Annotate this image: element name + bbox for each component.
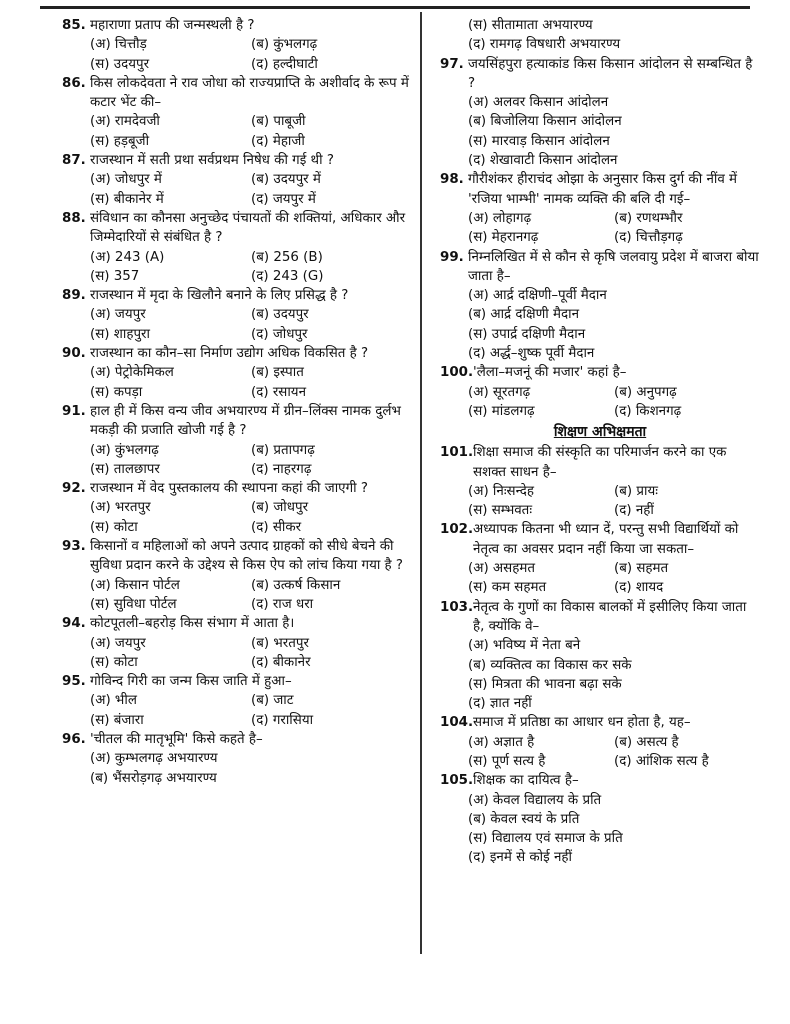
option: (द) 243 (G) [251,268,324,284]
option-row [62,518,412,537]
option: (अ) भरतपुर [90,500,151,516]
question-line [62,614,412,633]
option: (स) शाहपुरा [90,326,150,342]
left-column [62,16,412,788]
option: (ब) उदयपुर [251,307,309,323]
option-row [62,132,412,151]
question-block [62,344,412,402]
option-row [62,576,412,595]
question-text: राजस्थान में वेद पुस्तकालय की स्थापना कहां की जाएगी ? [90,481,368,497]
option: (अ) कुंभलगढ़ [90,442,159,458]
question-line [62,209,412,248]
option: (द) जोधपुर [251,326,308,342]
option-row [62,441,412,460]
option-row [440,578,760,597]
question-text: 'लैला–मजनूं की मजार' कहां है– [473,365,627,381]
question-line [62,74,412,113]
option: (अ) असहमत [468,561,535,577]
option-row [440,752,760,771]
question-text: जयसिंहपुरा हत्याकांड किस किसान आंदोलन से सम्बन्धित है ? [468,56,753,91]
option: (द) किशनगढ़ [614,403,682,419]
option: (ब) रणथम्भौर [614,210,683,226]
option: (द) हल्दीघाटी [251,56,318,72]
option: (द) अर्द्ध–शुष्क पूर्वी मैदान [468,346,595,362]
option: (द) शेखावाटी किसान आंदोलन [468,153,618,169]
option-row [440,559,760,578]
option: (अ) अज्ञात है [468,734,535,750]
option: (ब) सहमत [614,561,669,577]
question-line [440,598,760,637]
option-row [440,482,760,501]
question-number: 99. [440,249,464,265]
question-line [440,170,760,209]
question-text: निम्नलिखित में से कौन से कृषि जलवायु प्रदेश में बाजरा बोया जाता है– [468,249,759,284]
option: (अ) सूरतगढ़ [468,384,531,400]
option: (स) बंजारा [90,712,144,728]
option: (अ) भविष्य में नेता बने [468,638,581,654]
option-row [62,248,412,267]
question-text: शिक्षा समाज की संस्कृति का परिमार्जन करने का एक सशक्त साधन है– [473,445,727,480]
option: (स) मारवाड़ किसान आंदोलन [468,133,610,149]
option: (द) चित्तौड़गढ़ [614,230,683,246]
question-block [440,520,760,597]
option: (ब) प्रतापगढ़ [251,442,315,458]
option: (द) सीकर [251,519,302,535]
option: (अ) केवल विद्यालय के प्रति [468,792,602,808]
option: (स) पूर्ण सत्य है [468,753,546,769]
question-group-teaching-aptitude [440,443,760,868]
option-row [62,634,412,653]
option: (स) सम्भवतः [468,503,533,519]
question-block [440,443,760,520]
option: (द) राज धरा [251,596,314,612]
option: (द) ज्ञात नहीं [468,696,532,712]
option: (स) कोटा [90,519,138,535]
option: (स) सुविधा पोर्टल [90,596,177,612]
option-row [440,228,760,247]
question-text: हाल ही में किस वन्य जीव अभयारण्य में ग्रीन–लिंक्स नामक दुर्लभ मकड़ी की प्रजाति खोजी गई है ? [90,403,401,439]
option: (स) 357 [90,268,140,284]
top-rule [40,6,750,9]
question-number: 86. [62,75,86,91]
question-text: किसानों व महिलाओं को अपने उत्पाद ग्राहकों को सीधे बेचने की सुविधा प्रदान करने के उद्देश्य से किस ऐप को लांच किया गया है ? [90,539,404,574]
option: (द) इनमें से कोई नहीं [468,850,572,866]
option: (ब) उत्कर्ष किसान [251,577,341,593]
option: (ब) व्यक्तित्व का विकास कर सके [468,657,632,673]
question-block [440,248,760,364]
option: (अ) अलवर किसान आंदोलन [468,95,609,111]
question-block [440,771,760,867]
question-line [440,248,760,287]
question-line [62,344,412,363]
option: (द) आंशिक सत्य है [614,753,709,769]
question-block [440,713,760,771]
option: (स) उदयपुर [90,56,150,72]
option-row [62,267,412,286]
question-number: 95. [62,674,86,690]
question-number: 90. [62,346,86,362]
question-block [440,170,760,247]
question-text: महाराणा प्रताप की जन्मस्थली है ? [90,18,255,33]
question-block [62,402,412,479]
option-row [62,383,412,402]
option-row [62,595,412,614]
question-line [440,771,760,790]
option-row [62,55,412,74]
carryover-options [440,16,760,55]
option: (ब) अनुपगढ़ [614,384,677,400]
question-number: 98. [440,172,464,188]
option-row [62,325,412,344]
option-row [62,112,412,131]
option: (अ) आर्द्र दक्षिणी–पूर्वी मैदान [468,288,607,304]
question-line [440,363,760,382]
option-row [440,402,760,421]
option: (द) मेहाजी [251,133,305,149]
option-row [62,305,412,324]
question-block [62,286,412,344]
option: (स) कोटा [90,654,138,670]
question-text: गौरीशंकर हीराचंद ओझा के अनुसार किस दुर्ग की नींव में 'रजिया भाम्भी' नामक व्यक्ति की बलि दी गई– [468,172,738,207]
option: (स) उपार्द्र दक्षिणी मैदान [468,326,586,342]
question-number: 92. [62,481,86,497]
option: (स) मांडलगढ़ [468,403,535,419]
question-line [62,286,412,305]
question-group-gk [440,55,760,422]
option: (अ) निःसन्देह [468,483,534,499]
question-block [440,55,760,171]
option: (ब) 256 (B) [251,249,323,265]
question-text: अध्यापक कितना भी ध्यान दें, परन्तु सभी विद्यार्थियों को नेतृत्व का अवसर प्रदान नहीं किया जा सकता– [473,522,739,557]
question-number: 85. [62,18,86,33]
question-line [440,520,760,559]
option-row [62,653,412,672]
question-block [62,479,412,537]
option-row [62,691,412,710]
question-number: 96. [62,731,86,747]
option: (स) बीकानेर में [90,191,164,207]
option: (अ) जयपुर [90,635,146,651]
option: (ब) उदयपुर में [251,172,321,188]
option: (द) नाहरगढ़ [251,461,312,477]
question-block [62,614,412,672]
option: (अ) पेट्रोकेमिकल [90,365,174,381]
question-number: 102. [440,522,474,538]
option: (अ) कुम्भलगढ़ अभयारण्य [90,751,218,767]
option: (अ) रामदेवजी [90,114,160,130]
option: (ब) प्रायः [614,483,658,499]
option-row [62,363,412,382]
question-block [440,598,760,714]
option: (द) गरासिया [251,712,314,728]
option: (ब) भरतपुर [251,635,309,651]
question-text: समाज में प्रतिष्ठा का आधार धन होता है, यह– [473,715,691,731]
option-row [62,190,412,209]
option: (द) शायद [614,580,664,596]
question-number: 89. [62,288,86,304]
question-line [440,443,760,482]
question-number: 101. [440,445,474,461]
option-row [440,733,760,752]
option: (द) बीकानेर [251,654,311,670]
option-row [62,498,412,517]
question-number: 97. [440,56,464,72]
question-text: राजस्थान का कौन–सा निर्माण उद्योग अधिक विकसित है ? [90,346,369,362]
question-text: 'चीतल की मातृभूमि' किसे कहते है– [90,731,263,747]
question-block [62,537,412,614]
option-row [62,170,412,189]
option: (स) कपड़ा [90,384,143,400]
option-row [440,383,760,402]
question-line [440,55,760,94]
question-block [62,151,412,209]
right-column [440,16,760,868]
option: (द) रामगढ़ विषधारी अभयारण्य [468,37,621,53]
option: (अ) चित्तौड़ [90,37,147,53]
question-number: 94. [62,616,86,632]
question-line [62,151,412,170]
question-block [62,672,412,730]
option: (स) सीतामाता अभयारण्य [468,18,593,33]
option: (ब) जोधपुर [251,500,309,516]
question-text: शिक्षक का दायित्व है– [473,773,579,789]
option: (ब) बिजोलिया किसान आंदोलन [468,114,622,130]
question-block [62,209,412,286]
option: (ब) पाबूजी [251,114,306,130]
option: (अ) जोधपुर में [90,172,162,188]
question-number: 104. [440,715,474,731]
question-text: राजस्थान में मृदा के खिलौने बनाने के लिए प्रसिद्ध है ? [90,288,349,304]
question-line [62,730,412,749]
option: (ब) कुंभलगढ़ [251,37,318,53]
option: (ब) जाट [251,693,294,709]
option: (स) मित्रता की भावना बढ़ा सके [468,676,622,692]
option: (स) हड़बूजी [90,133,150,149]
option: (ब) इस्पात [251,365,304,381]
question-line [440,713,760,732]
question-text: नेतृत्व के गुणों का विकास बालकों में इसीलिए किया जाता है, क्योंकि वे– [473,599,747,634]
question-line [62,672,412,691]
question-number: 93. [62,539,86,555]
question-line [62,479,412,498]
question-number: 91. [62,403,86,419]
question-line [62,537,412,576]
option: (स) कम सहमत [468,580,547,596]
option: (ब) असत्य है [614,734,679,750]
option: (स) विद्यालय एवं समाज के प्रति [468,831,623,847]
question-block [62,16,412,74]
question-block [62,74,412,151]
question-line [62,402,412,441]
option-row [62,711,412,730]
question-number: 105. [440,773,474,789]
option: (स) तालछापर [90,461,160,477]
question-number: 103. [440,599,474,615]
question-block [62,730,412,788]
question-number: 87. [62,153,86,169]
option: (द) रसायन [251,384,307,400]
question-text: किस लोकदेवता ने राव जोधा को राज्यप्राप्ति के अशीर्वाद के रूप में कटार भेंट की– [90,75,409,111]
column-divider [420,12,422,954]
question-number: 88. [62,210,86,226]
option: (अ) भील [90,693,137,709]
option-row [440,209,760,228]
option: (अ) 243 (A) [90,249,165,265]
option: (ब) आर्द्र दक्षिणी मैदान [468,307,580,323]
question-text: कोटपूतली–बहरोड़ किस संभाग में आता है। [90,616,295,632]
option: (ब) भैंसरोड़गढ़ अभयारण्य [90,770,217,786]
option-row [62,35,412,54]
option: (अ) लोहागढ़ [468,210,532,226]
question-line [62,16,412,35]
question-number: 100. [440,365,474,381]
option: (अ) जयपुर [90,307,146,323]
option: (स) मेहरानगढ़ [468,230,539,246]
option: (ब) केवल स्वयं के प्रति [468,811,580,827]
question-text: राजस्थान में सती प्रथा सर्वप्रथम निषेध की गई थी ? [90,153,334,169]
option: (अ) किसान पोर्टल [90,577,180,593]
option: (द) जयपुर में [251,191,316,207]
option-row [440,501,760,520]
option-row [62,460,412,479]
question-block [440,363,760,421]
section-heading: शिक्षण अभिक्षमता [553,424,647,441]
question-text: गोविन्द गिरी का जन्म किस जाति में हुआ– [90,674,292,690]
question-text: संविधान का कौनसा अनुच्छेद पंचायतों की शक्तियां, अधिकार और जिम्मेदारियों से संबंधित है ? [90,210,406,246]
option: (द) नहीं [614,503,654,519]
